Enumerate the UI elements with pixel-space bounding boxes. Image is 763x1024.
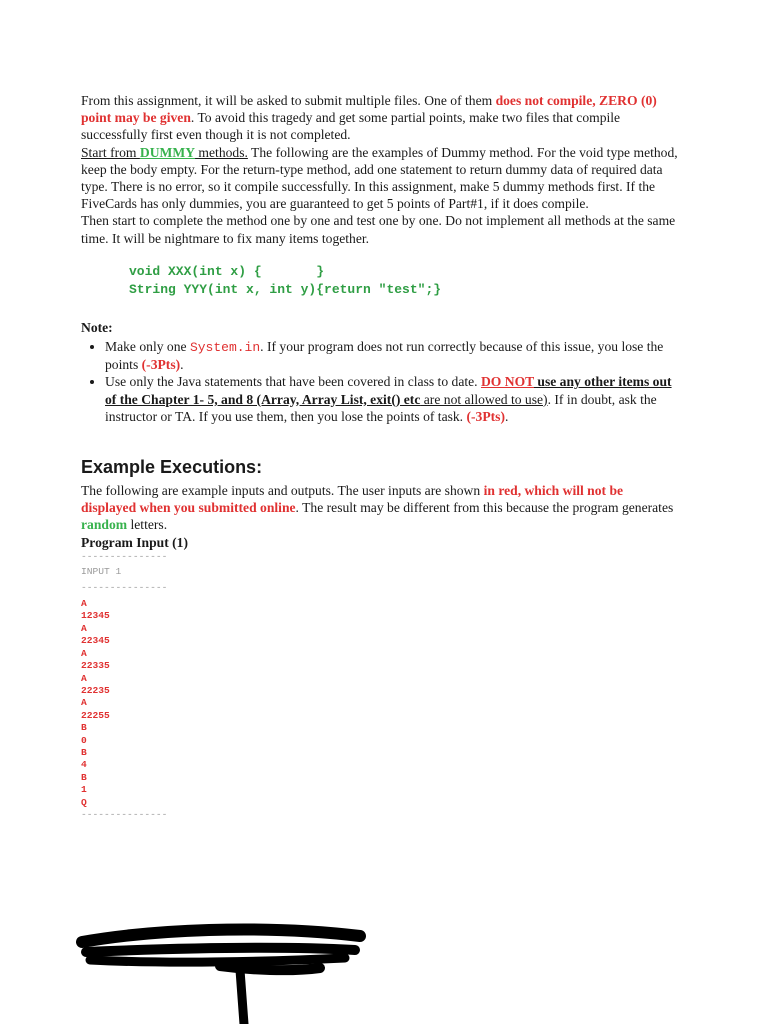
input-line: 4 [81, 759, 87, 771]
do-not-text: DO NOT [480, 374, 534, 390]
random-keyword: random [81, 517, 128, 533]
input-line: 22235 [81, 684, 110, 696]
input-line: 1 [81, 784, 87, 796]
penalty-badge: (-3Pts) [141, 357, 181, 373]
example-text-3: letters. [127, 517, 168, 533]
dummy-lead: Start from [81, 144, 140, 160]
note2-text: Use only the Java statements that have been covered in class to date. [105, 374, 481, 390]
note2-text-2: . If in doubt, ask the instructor or TA. If you use them, then you lose the points of task. [105, 391, 657, 424]
input-line: A [81, 598, 87, 610]
input-line: B [81, 771, 87, 783]
example-text: The following are example inputs and outputs. The user inputs are shown [81, 483, 484, 499]
example-red-text: in red, which will not be displayed when you submitted online [81, 483, 624, 516]
separator-mid: --------------- [81, 581, 168, 593]
input-line: A [81, 697, 87, 709]
note1-period: . [180, 357, 184, 373]
example-text-2: . The result may be different from this because the program generates [295, 500, 674, 516]
system-in-code: System.in [189, 340, 261, 356]
code-line-void: void XXX(int x) { } [129, 263, 325, 279]
input-line: 0 [81, 734, 87, 746]
note1-text-2: . If your program does not run correctly because of this issue, you lose the points [105, 339, 664, 373]
restriction-text: use any other items out of the Chapter 1- 5, and 8 (Array, Array List, exit() etc [105, 374, 672, 407]
example-heading: Example Executions: [81, 457, 263, 478]
note2-period: . [504, 408, 509, 424]
dummy-methods-text: methods. [195, 144, 248, 160]
input-line: 22335 [81, 660, 110, 672]
input-line: Q [81, 796, 87, 808]
code-line-string: String YYY(int x, int y){return "test";} [129, 281, 442, 297]
input-line: B [81, 722, 87, 734]
implement-paragraph: Then start to complete the method one by one and test one by one. Do not implement all methods at the same time. It will be nightmare to fix many items together. [81, 213, 676, 246]
compile-warning: does not compile, ZERO (0) point may be given [81, 93, 657, 126]
input-line: A [81, 622, 87, 634]
separator-bottom: --------------- [81, 808, 168, 820]
note1-text: Make only one [105, 339, 190, 355]
intro-text-end: . To avoid this tragedy and get some partial points, make two files that compile successfully first even though it is not completed. [81, 110, 621, 143]
penalty-badge-2: (-3Pts) [466, 408, 505, 424]
intro-text: From this assignment, it will be asked to submit multiple files. One of them [81, 93, 496, 108]
program-input-heading: Program Input (1) [81, 534, 188, 550]
input-line: 22255 [81, 709, 110, 721]
input-line: B [81, 746, 87, 758]
input-label: INPUT 1 [81, 566, 122, 578]
not-allowed-text: are not allowed to use) [420, 391, 548, 407]
dummy-keyword: DUMMY [139, 144, 196, 160]
input-line: 12345 [81, 610, 110, 622]
dummy-body-text: The following are the examples of Dummy method. For the void type method, keep the body empty. For the return-type method, add one statement to return dummy data of required data type. There is no error, so it compile successfully. In this assignment, make 5 dummy methods first. If the FiveCards has only dummies, you are guaranteed to get 5 points of Part#1, if it does compile. [81, 144, 678, 212]
input-line: A [81, 672, 87, 684]
note-heading: Note: [81, 319, 113, 335]
input-line: 22345 [81, 635, 110, 647]
separator-top: --------------- [81, 550, 168, 562]
input-line: A [81, 647, 87, 659]
